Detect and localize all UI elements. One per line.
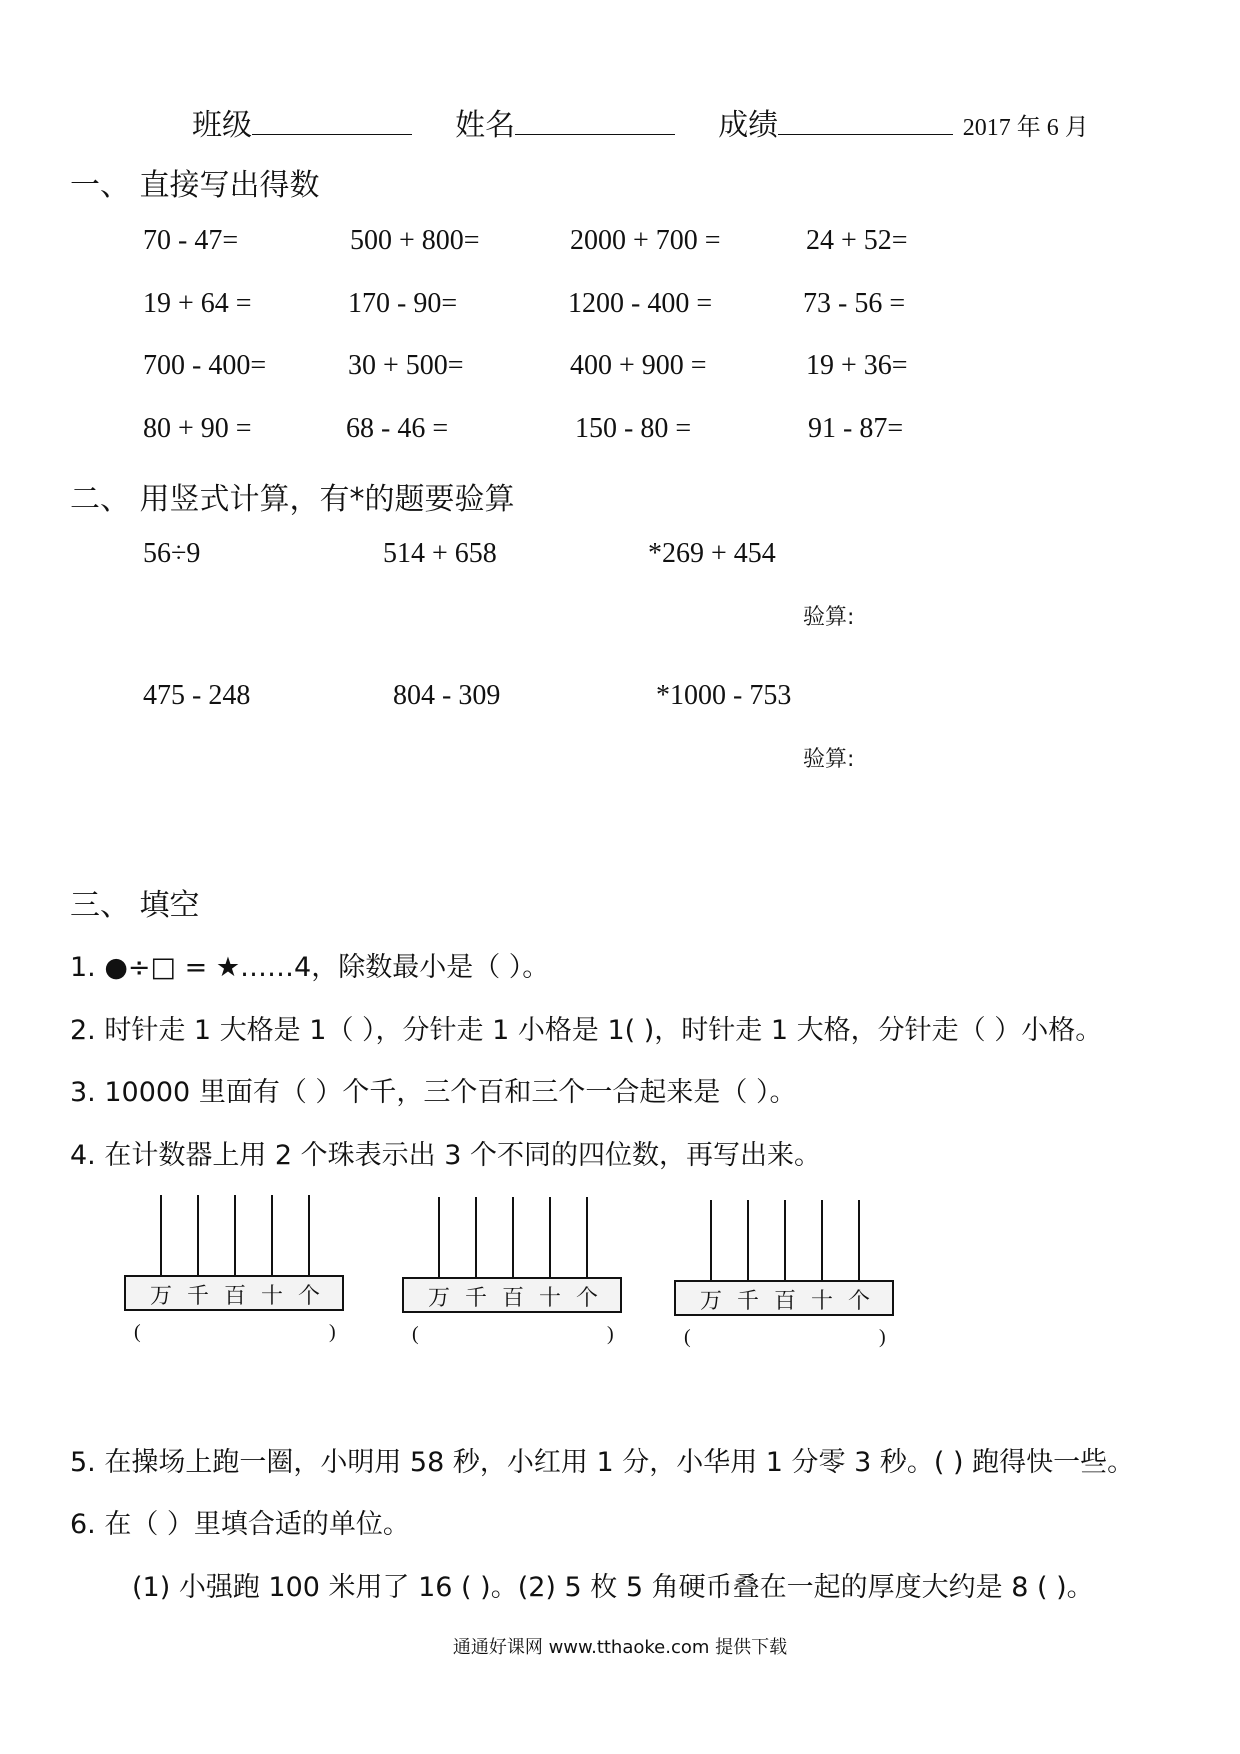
arith-item: 400 + 900 = xyxy=(570,350,707,381)
abacus-counter xyxy=(674,1200,899,1350)
abacus-rod xyxy=(586,1197,588,1277)
arith-item: 2000 + 700 = xyxy=(570,225,721,256)
arith-item: 91 - 87= xyxy=(808,413,904,444)
arith-item: 70 - 47= xyxy=(143,225,239,256)
arith-item: 19 + 64 = xyxy=(143,288,252,319)
abacus-base xyxy=(402,1277,622,1313)
place-label: 个 xyxy=(848,1289,871,1314)
check-label: 验算: xyxy=(803,605,855,630)
arith-item: 150 - 80 = xyxy=(575,413,692,444)
answer-paren-close[interactable]: ) xyxy=(607,1323,614,1345)
answer-paren-close[interactable]: ) xyxy=(879,1326,886,1348)
arith-item: 80 + 90 = xyxy=(143,413,252,444)
place-label: 千 xyxy=(187,1284,210,1309)
section2-title: 二、 用竖式计算，有*的题要验算 xyxy=(70,482,515,517)
place-label: 个 xyxy=(298,1284,321,1309)
abacus-rod xyxy=(234,1195,236,1275)
footer-credit: 通通好课网 www.tthaoke.com 提供下载 xyxy=(452,1637,788,1658)
abacus-rod xyxy=(475,1197,477,1277)
vertical-calc-item: 804 - 309 xyxy=(393,680,501,711)
vertical-calc-item: 514 + 658 xyxy=(383,538,497,569)
answer-paren-open: ( xyxy=(684,1326,691,1348)
question-3: 3. 10000 里面有（ ）个千，三个百和三个一合起来是（ ）。 xyxy=(70,1077,797,1108)
score-label: 成绩 xyxy=(718,108,779,143)
arith-item: 73 - 56 = xyxy=(803,288,906,319)
question-2: 2. 时针走 1 大格是 1（ ），分针走 1 小格是 1( )，时针走 1 大格，分针走（ ）小格。 xyxy=(70,1015,1103,1046)
check-label: 验算: xyxy=(803,747,855,772)
answer-paren-open: ( xyxy=(412,1323,419,1345)
place-label: 百 xyxy=(224,1284,247,1309)
question-1: 1. ●÷□ = ★……4，除数最小是（ ）。 xyxy=(70,952,550,983)
abacus-base xyxy=(674,1280,894,1316)
question-6-sub: (1) 小强跑 100 米用了 16 ( )。(2) 5 枚 5 角硬币叠在一起的厚度大约是 8 ( )。 xyxy=(132,1572,1094,1603)
section3-title: 三、 填空 xyxy=(70,888,200,923)
place-label: 万 xyxy=(700,1289,723,1314)
question-4: 4. 在计数器上用 2 个珠表示出 3 个不同的四位数，再写出来。 xyxy=(70,1140,822,1171)
answer-paren-open: ( xyxy=(134,1321,141,1343)
place-label: 十 xyxy=(811,1289,834,1314)
abacus-counter xyxy=(124,1195,349,1345)
abacus-rod xyxy=(784,1200,786,1280)
arith-item: 170 - 90= xyxy=(348,288,458,319)
abacus-rod xyxy=(271,1195,273,1275)
place-label: 十 xyxy=(539,1286,562,1311)
place-label: 万 xyxy=(150,1284,173,1309)
place-label: 个 xyxy=(576,1286,599,1311)
section1-title: 一、 直接写出得数 xyxy=(70,168,320,203)
abacus-rod xyxy=(858,1200,860,1280)
name-blank[interactable] xyxy=(515,104,675,135)
arith-item: 24 + 52= xyxy=(806,225,908,256)
class-label: 班级 xyxy=(192,108,252,143)
abacus-rod xyxy=(160,1195,162,1275)
vertical-calc-item: 475 - 248 xyxy=(143,680,251,711)
abacus-rod xyxy=(197,1195,199,1275)
abacus-base xyxy=(124,1275,344,1311)
vertical-calc-item: *269 + 454 xyxy=(648,538,776,569)
abacus-rod xyxy=(549,1197,551,1277)
vertical-calc-item: 56÷9 xyxy=(143,538,201,569)
place-label: 十 xyxy=(261,1284,284,1309)
class-blank[interactable] xyxy=(252,104,412,135)
arith-item: 30 + 500= xyxy=(348,350,464,381)
arith-item: 1200 - 400 = xyxy=(568,288,713,319)
place-label: 百 xyxy=(502,1286,525,1311)
place-label: 千 xyxy=(737,1289,760,1314)
abacus-rod xyxy=(710,1200,712,1280)
answer-paren-close[interactable]: ) xyxy=(329,1321,336,1343)
vertical-calc-item: *1000 - 753 xyxy=(656,680,792,711)
abacus-rod xyxy=(308,1195,310,1275)
abacus-rod xyxy=(821,1200,823,1280)
place-label: 万 xyxy=(428,1286,451,1311)
arith-item: 500 + 800= xyxy=(350,225,480,256)
abacus-rod xyxy=(512,1197,514,1277)
arith-item: 700 - 400= xyxy=(143,350,267,381)
abacus-rod xyxy=(747,1200,749,1280)
score-blank[interactable] xyxy=(778,104,953,135)
date-text: 2017 年 6 月 xyxy=(962,115,1089,141)
abacus-rod xyxy=(438,1197,440,1277)
name-label: 姓名 xyxy=(455,108,516,143)
place-label: 百 xyxy=(774,1289,797,1314)
arith-item: 19 + 36= xyxy=(806,350,908,381)
worksheet-header xyxy=(192,100,1089,144)
question-5: 5. 在操场上跑一圈，小明用 58 秒，小红用 1 分，小华用 1 分零 3 秒。( ) 跑得快一些。 xyxy=(70,1447,1135,1478)
abacus-counter xyxy=(402,1197,627,1347)
place-label: 千 xyxy=(465,1286,488,1311)
arith-item: 68 - 46 = xyxy=(346,413,449,444)
question-6: 6. 在（ ）里填合适的单位。 xyxy=(70,1509,410,1540)
